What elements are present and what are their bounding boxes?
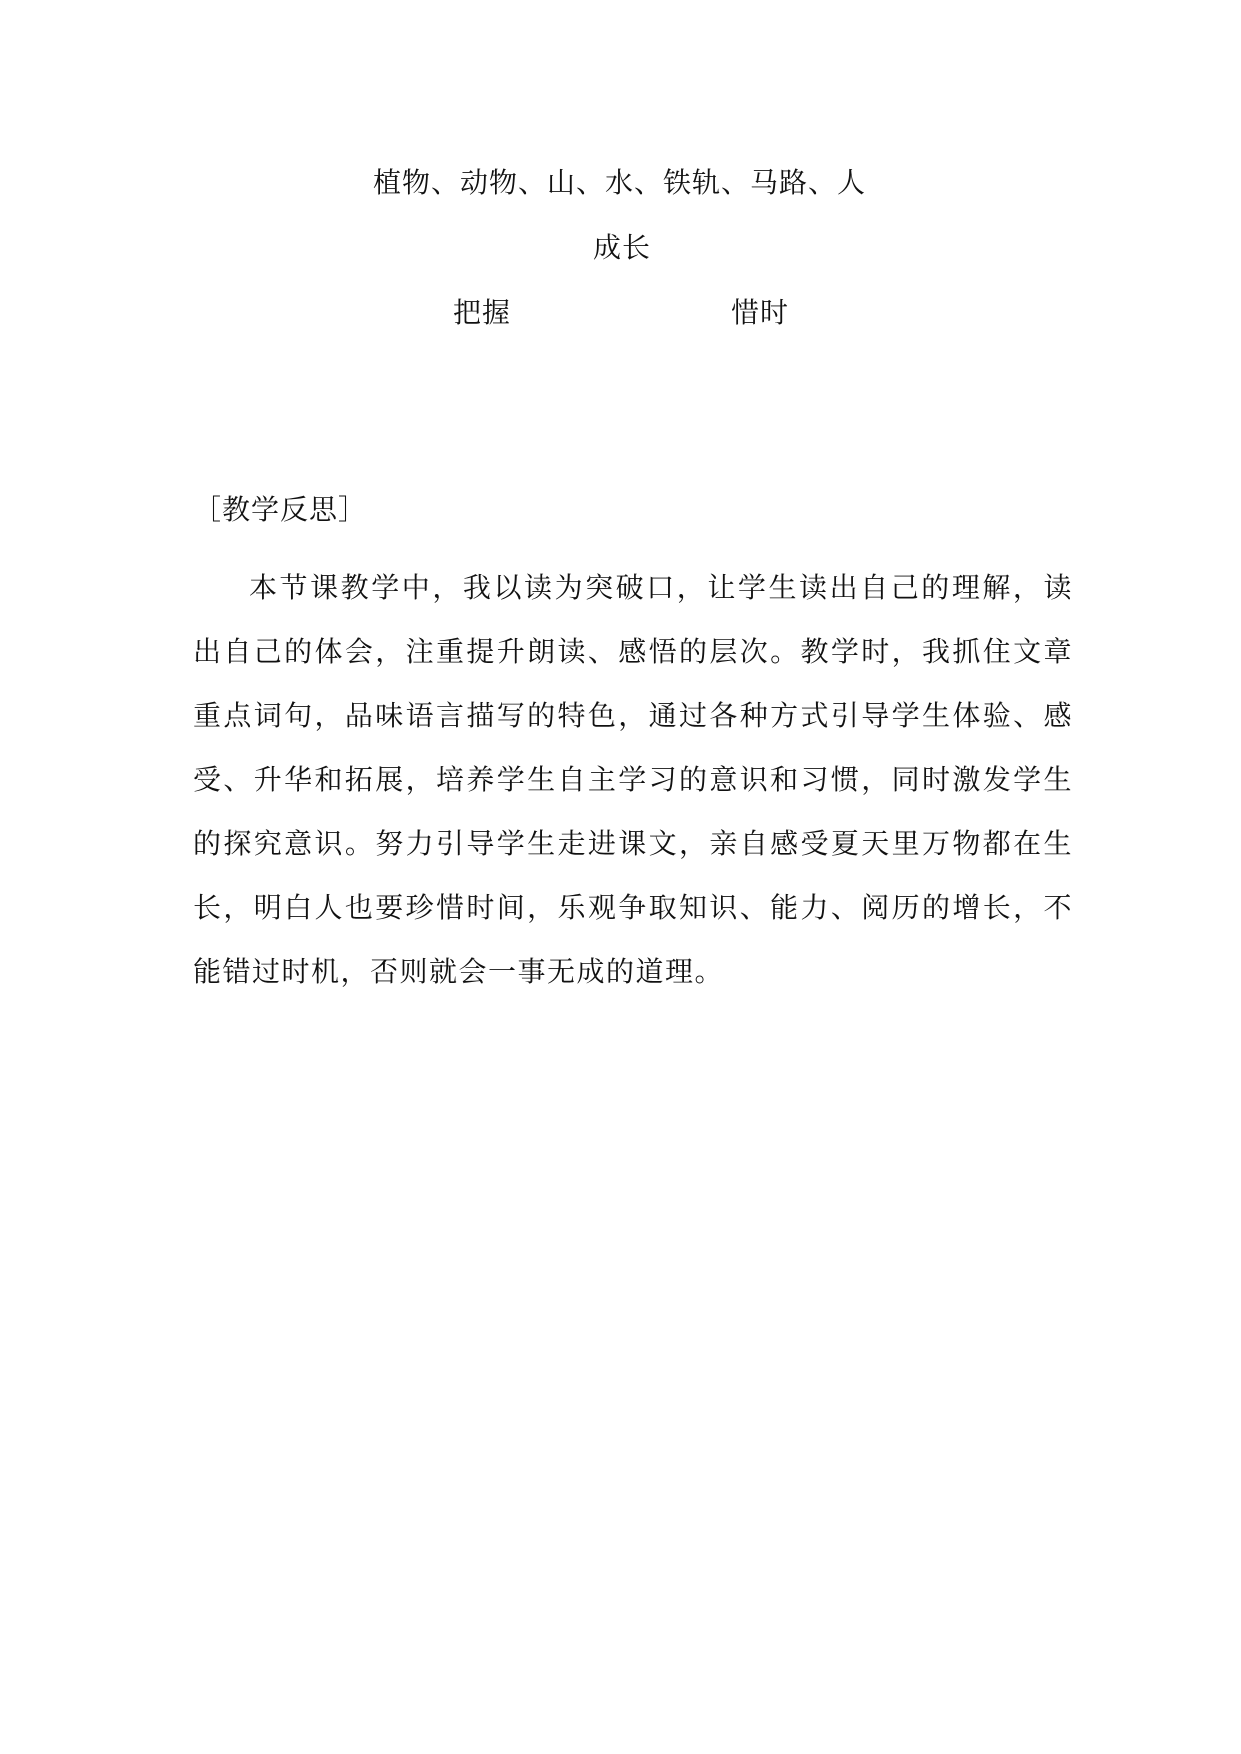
blackboard-word-grasp: 把握 xyxy=(453,296,512,329)
blackboard-line-growth: 成长 xyxy=(593,231,652,264)
blackboard-line-things: 植物、动物、山、水、铁轨、马路、人 xyxy=(373,166,867,199)
reflection-heading: ［教学反思］ xyxy=(193,493,368,526)
reflection-paragraph: 本节课教学中，我以读为突破口，让学生读出自己的理解，读出自己的体会，注重提升朗读、感悟的层次。教学时，我抓住文章重点词句，品味语言描写的特色，通过各种方式引导学生体验、感受、升华和拓展，培养学生自主学习的意识和习惯，同时激发学生的探究意识。努力引导学生走进课文，亲自感受夏天里万物都在生长，明白人也要珍惜时间，乐观争取知识、能力、阅历的增长，不能错过时机，否则就会一事无成的道理。 xyxy=(193,571,1073,988)
blackboard-word-cherish-time: 惜时 xyxy=(731,296,790,329)
